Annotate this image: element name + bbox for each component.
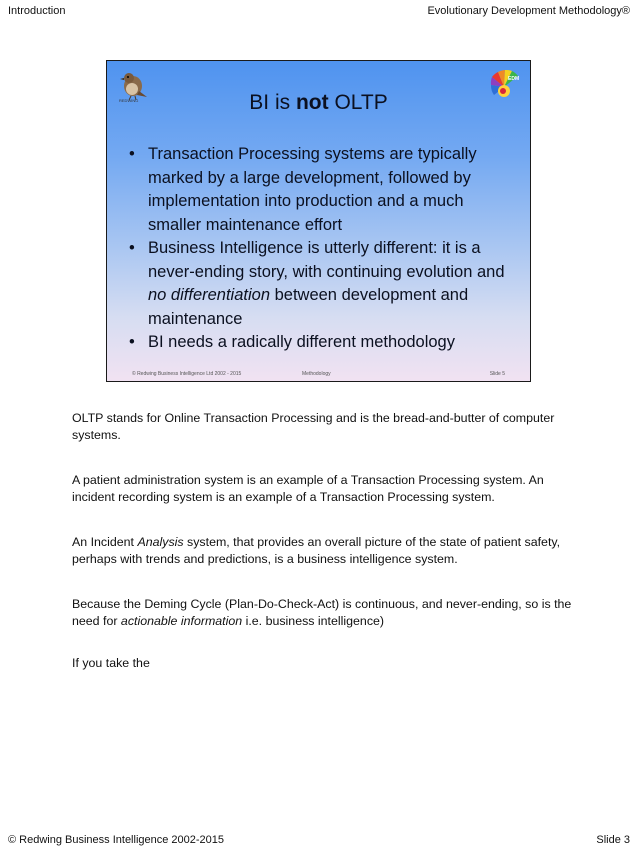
slide-bullet-2 [129, 237, 514, 331]
note-p3-emphasis: Analysis [137, 535, 184, 549]
slide-title-post: OLTP [328, 91, 388, 114]
note-paragraph-5 [72, 655, 572, 672]
bullet-dot-icon: • [129, 145, 135, 163]
slide-bullet-2-emphasis: no differentiation [148, 286, 271, 304]
note-paragraph-3 [72, 534, 572, 568]
note-p3-pre: An Incident [72, 535, 138, 549]
slide-bullet-2-pre: Business Intelligence is utterly different: it is a never-ending story, with continuing evolution and [148, 239, 505, 281]
note-paragraph-2 [72, 472, 572, 506]
slide-title-bold: not [295, 91, 329, 114]
note-p4-emphasis: actionable information [120, 614, 243, 628]
slide-bullet-3-text: BI needs a radically different methodology [148, 333, 455, 351]
slide-footer-topic: Methodology [302, 371, 331, 377]
note-paragraph-1-text: OLTP stands for Online Transaction Processing and is the bread-and-butter of computer systems. [72, 411, 555, 442]
page-footer-slide-number: Slide 3 [596, 834, 630, 846]
edm-logo-label: EDM [508, 76, 520, 82]
page-header-title: Evolutionary Development Methodology® [427, 5, 630, 17]
slide-bullet-3 [129, 331, 514, 355]
note-p4-pre: Because the Deming Cycle (Plan-Do-Check-Act) is continuous, and never-ending, so is the need for [72, 597, 572, 628]
note-paragraph-1 [72, 410, 572, 444]
slide-thumbnail [106, 60, 531, 382]
slide-bullet-1 [129, 143, 514, 237]
page-footer-copyright: © Redwing Business Intelligence 2002-2015 [8, 834, 225, 846]
slide-bullet-1-text: Transaction Processing systems are typically marked by a large development, followed by implementation into production and a much smaller maintenance effort [148, 145, 477, 234]
note-paragraph-4 [72, 596, 572, 630]
slide-bullet-list [129, 143, 514, 355]
slide-bullet-2-post: between development and maintenance [148, 286, 469, 328]
slide-footer-copyright: © Redwing Business Intelligence Ltd 2002 - 2015 [132, 371, 242, 377]
bullet-dot-icon: • [129, 333, 135, 351]
note-paragraph-2-text: A patient administration system is an example of a Transaction Processing system. An incident recording system is an example of a Transaction Processing system. [72, 473, 544, 504]
note-paragraph-5-text: If you take the [72, 656, 150, 670]
slide-title-pre: BI is [249, 91, 296, 114]
note-p3-post: system, that provides an overall picture of the state of patient safety, perhaps with trends and predictions, is a business intelligence system. [72, 535, 561, 566]
slide-title [107, 91, 530, 115]
redwing-logo-label: REDWING [119, 98, 139, 103]
slide-footer-number: Slide 5 [489, 371, 505, 377]
bullet-dot-icon: • [129, 239, 135, 257]
page-header-section: Introduction [8, 5, 66, 17]
note-p4-post: i.e. business intelligence) [242, 614, 385, 628]
